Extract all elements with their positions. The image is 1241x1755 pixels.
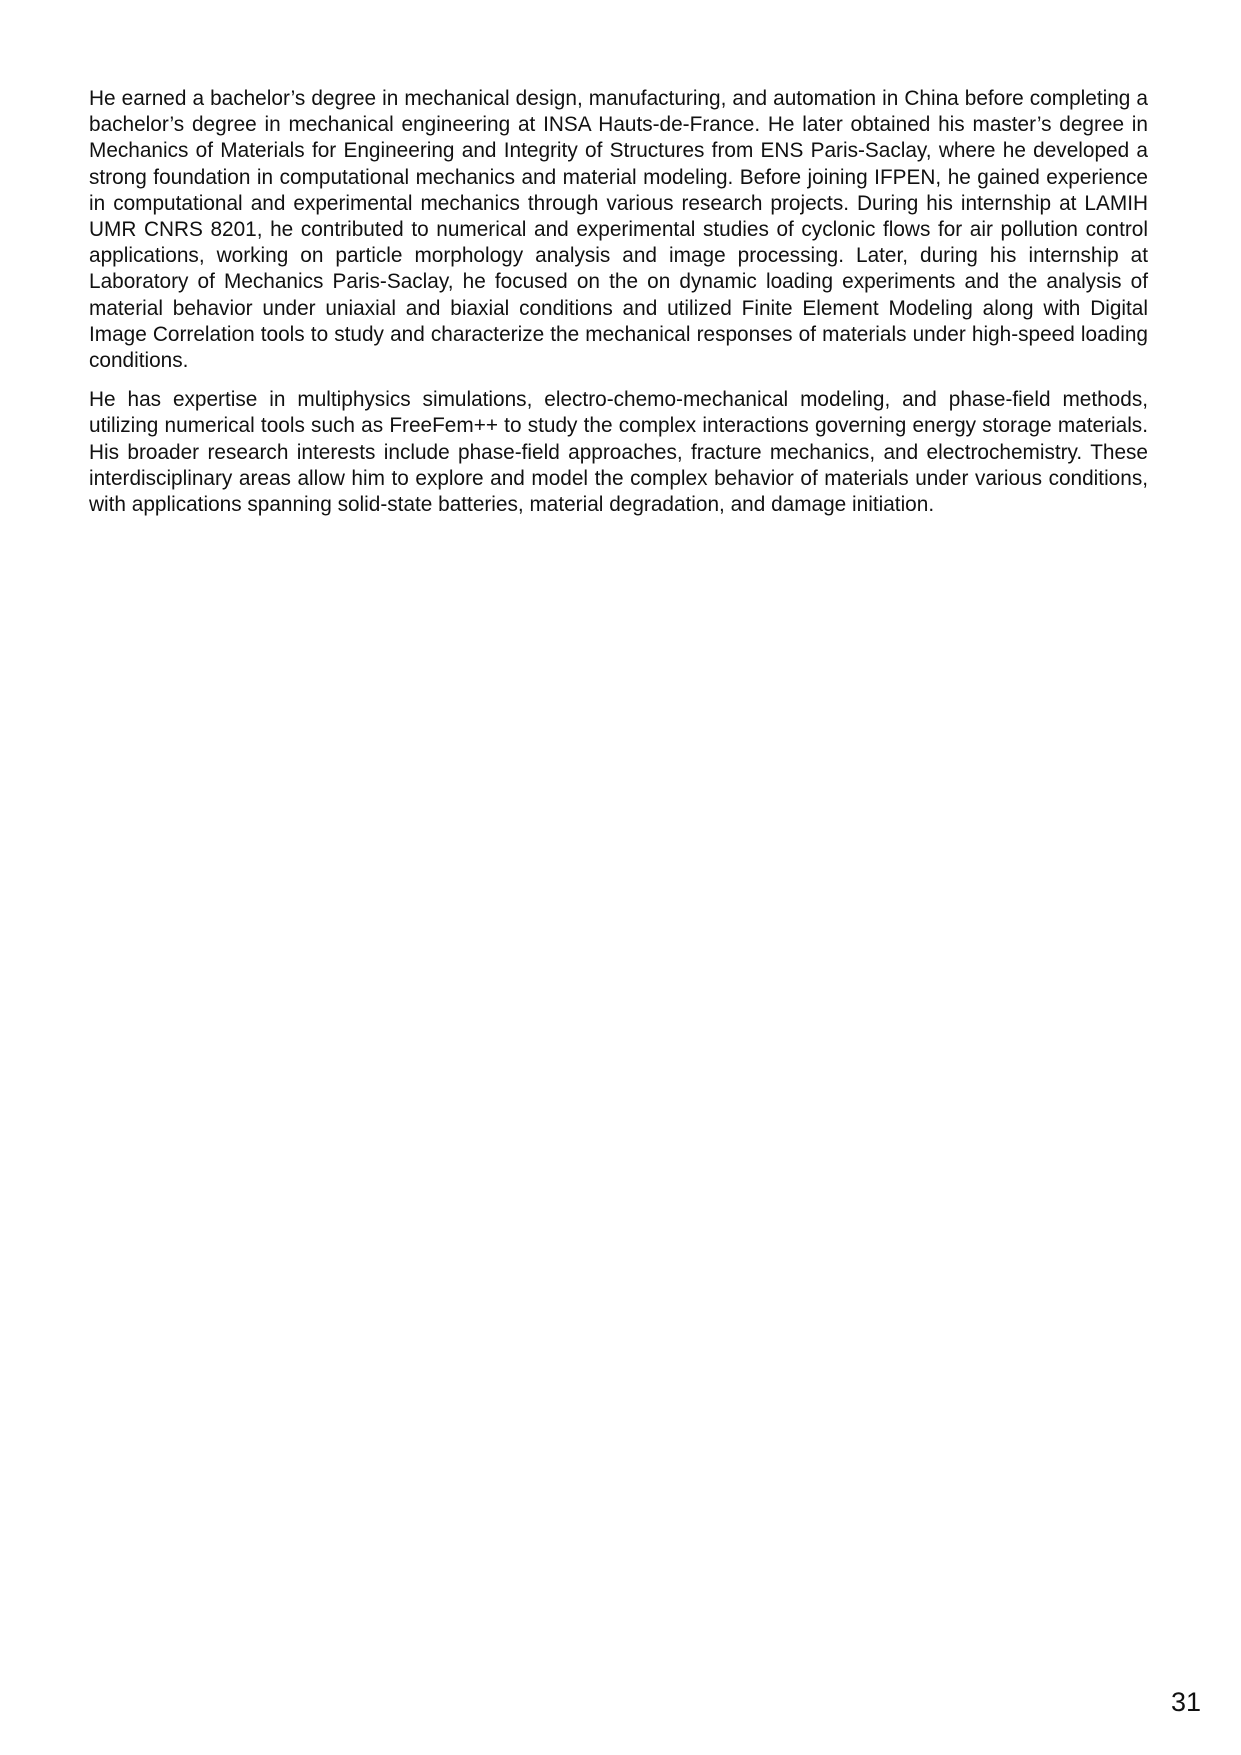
paragraph-research-expertise: He has expertise in multiphysics simulations, electro-chemo-mechanical modeling, and phase-field methods, utilizing numerical tools such as FreeFem++ to study the complex interactions governing energy storage materials. His broader research interests include phase-field approaches, fracture mechanics, and electrochemistry. These interdisciplinary areas allow him to explore and model the complex behavior of materials under various conditions, with applications spanning solid-state batteries, material degradation, and damage initiation. — [89, 388, 1148, 517]
body-text — [89, 86, 1148, 531]
page-number: 31 — [1170, 1687, 1201, 1717]
paragraph-education-background: He earned a bachelor’s degree in mechanical design, manufacturing, and automation in China before completing a bachelor’s degree in mechanical engineering at INSA Hauts-de-France. He later obtained his master’s degree in Mechanics of Materials for Engineering and Integrity of Structures from ENS Paris-Saclay, where he developed a strong foundation in computational mechanics and material modeling. Before joining IFPEN, he gained experience in computational and experimental mechanics through various research projects. During his internship at LAMIH UMR CNRS 8201, he contributed to numerical and experimental studies of cyclonic flows for air pollution control applications, working on particle morphology analysis and image processing. Later, during his internship at Laboratory of Mechanics Paris-Saclay, he focused on the on dynamic loading experiments and the analysis of material behavior under uniaxial and biaxial conditions and utilized Finite Element Modeling along with Digital Image Correlation tools to study and characterize the mechanical responses of materials under high-speed loading conditions. — [89, 87, 1148, 373]
